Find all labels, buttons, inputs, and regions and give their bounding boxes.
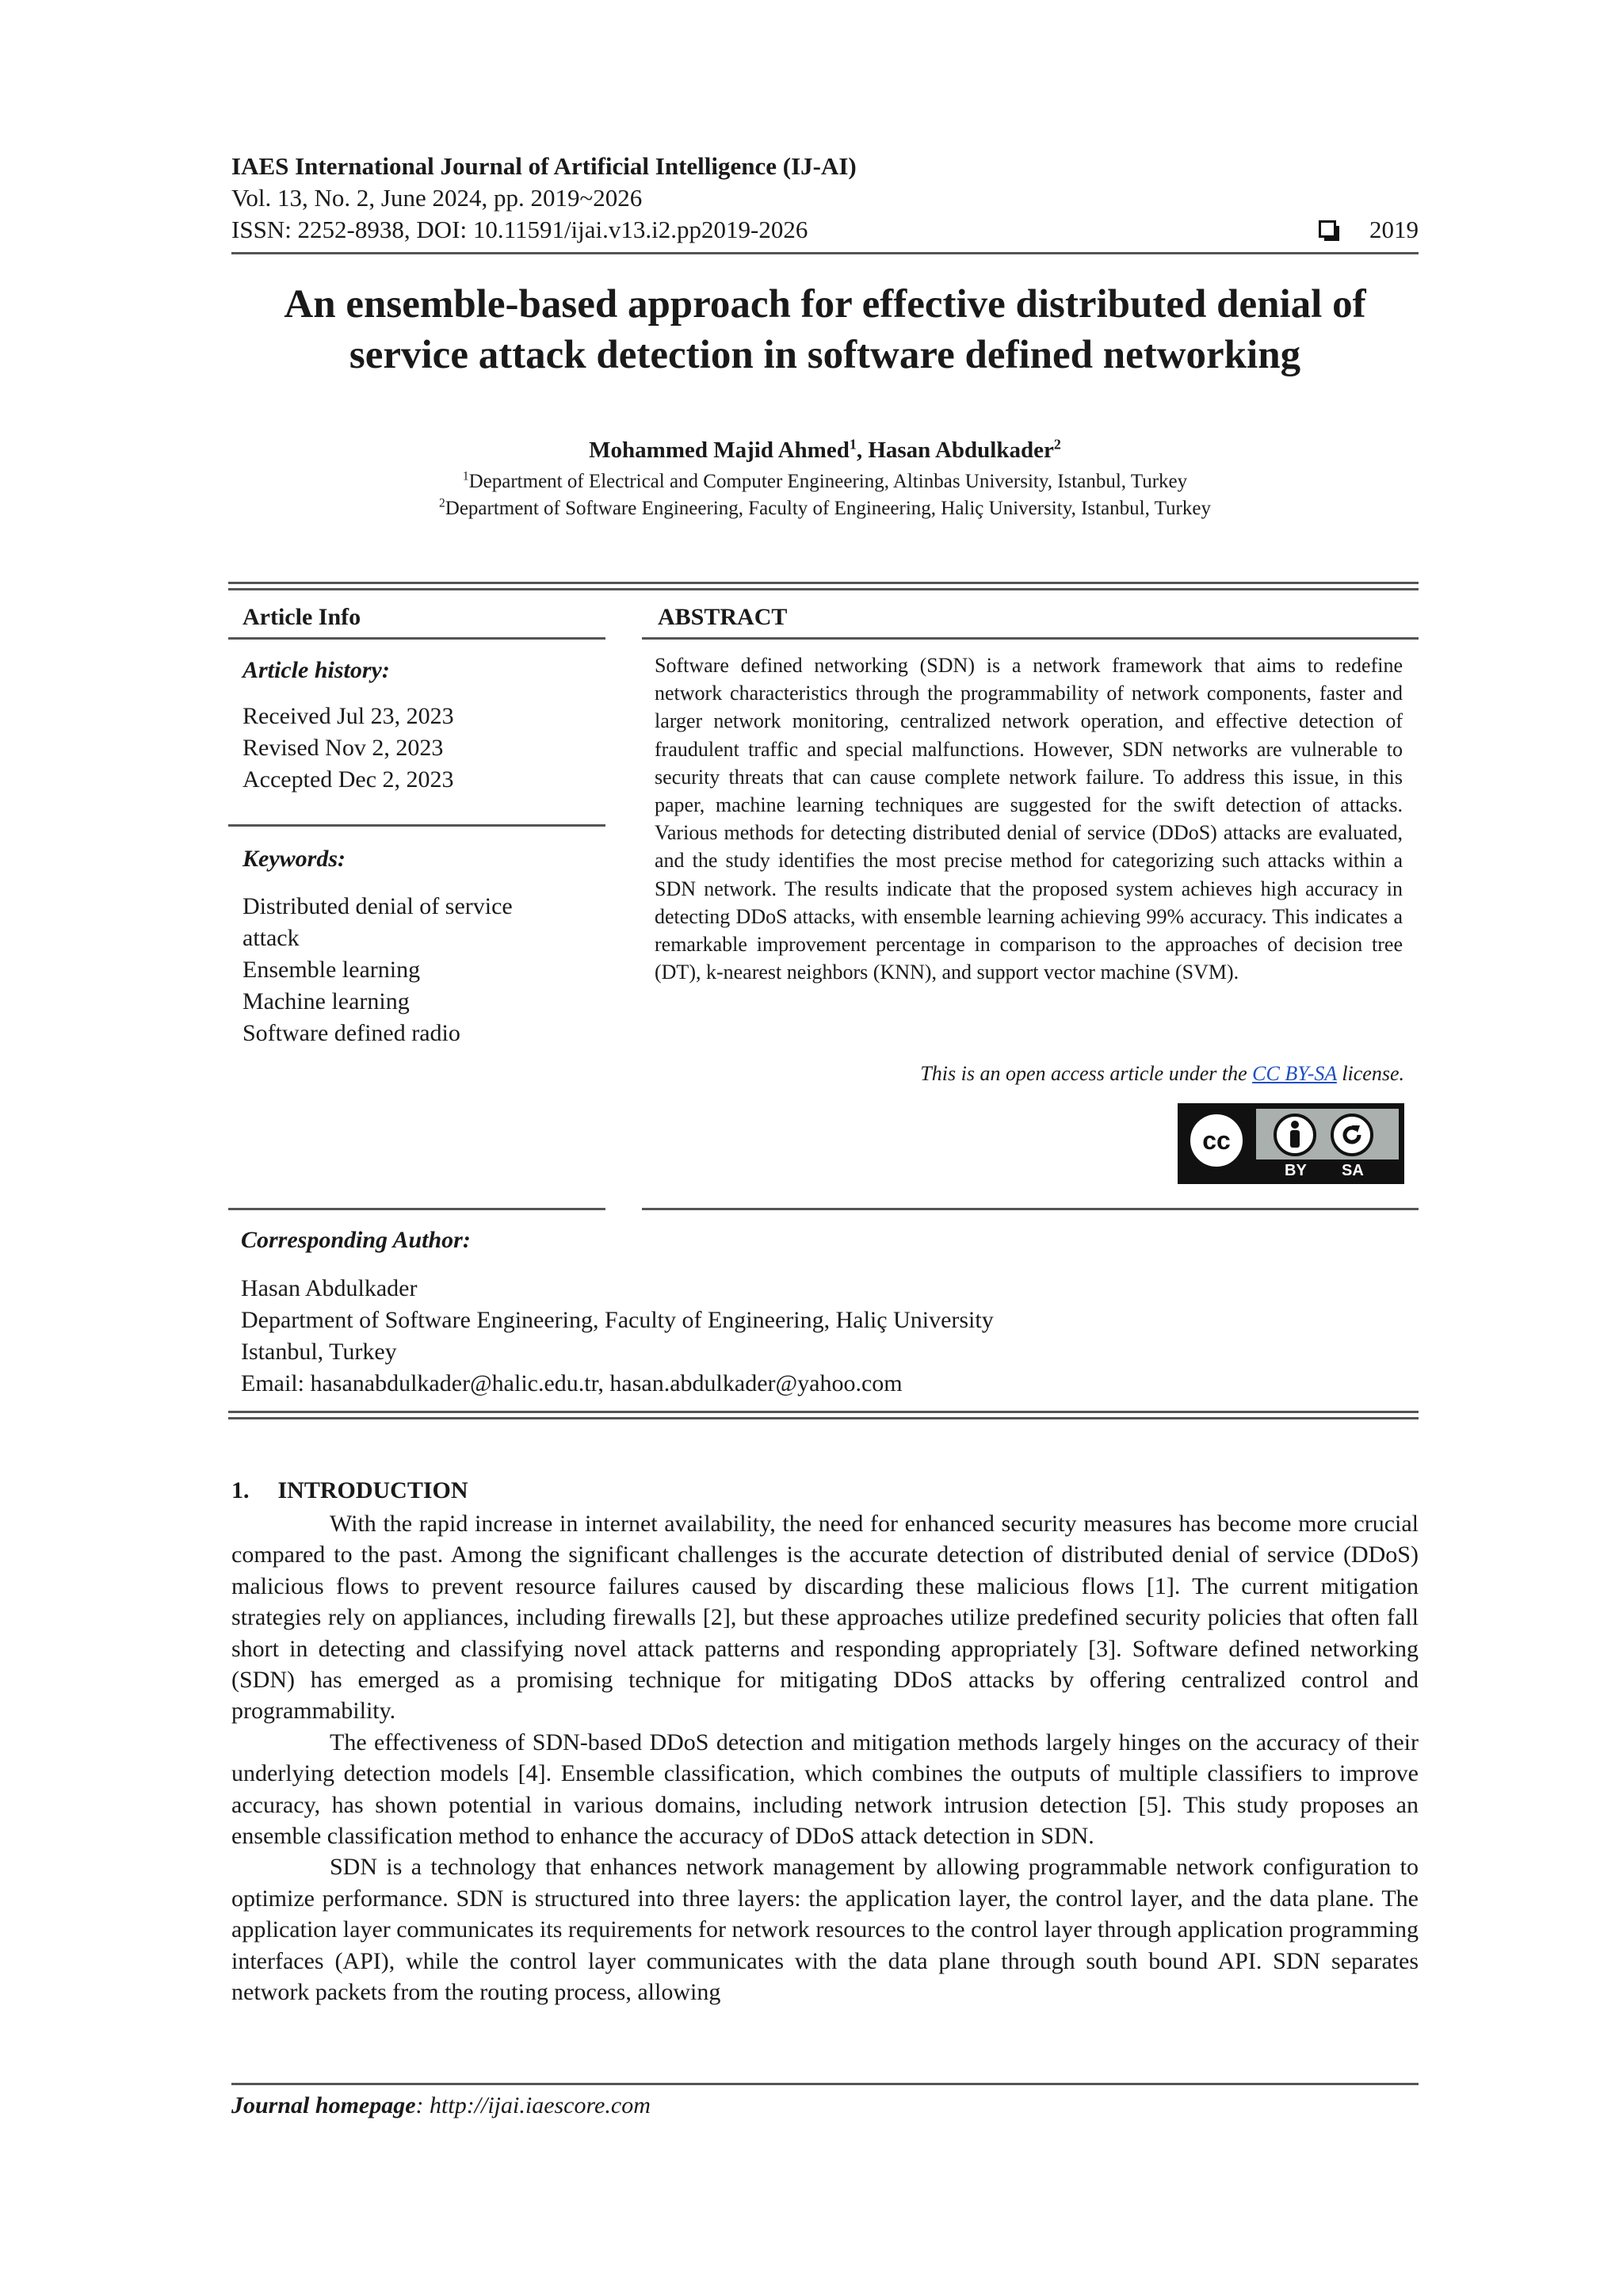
- corresponding-dept: Department of Software Engineering, Faculty of Engineering, Haliç University: [241, 1307, 994, 1333]
- paper-title: [231, 279, 1419, 380]
- keywords-heading: Keywords:: [242, 846, 346, 872]
- affil-2-text: Department of Software Engineering, Faculty of Engineering, Haliç University, Istanbul, Turkey: [445, 498, 1211, 519]
- revised-date: Revised Nov 2, 2023: [242, 735, 444, 761]
- abstract-bottom-rule: [642, 1208, 1419, 1210]
- cc-by-sa-link[interactable]: CC BY-SA: [1252, 1062, 1337, 1085]
- abstract-rule: [642, 637, 1419, 640]
- page-number: 2019: [1369, 216, 1419, 243]
- left-column-bottom-rule: [228, 1208, 605, 1210]
- history-heading: Article history:: [242, 657, 390, 683]
- cc-license-badge[interactable]: [1178, 1103, 1404, 1184]
- cc-by-label: BY: [1285, 1162, 1307, 1179]
- journal-volume: Vol. 13, No. 2, June 2024, pp. 2019~2026: [231, 184, 643, 212]
- author-list: [231, 437, 1419, 464]
- journal-homepage: [231, 2092, 651, 2119]
- share-alike-icon: [1331, 1114, 1373, 1156]
- affil-2-sup: 2: [439, 496, 445, 510]
- corresponding-email: Email: hasanabdulkader@halic.edu.tr, hasan.abdulkader@yahoo.com: [241, 1370, 903, 1396]
- author-sep: ,: [856, 437, 869, 463]
- keyword-item: Software defined radio: [242, 1020, 460, 1046]
- abstract-text: Software defined networking (SDN) is a network framework that aims to redefine network characteristics through the programmability of network components, faster and larger network monitoring, centralized network operation, and effective detection of fraudulent traffic and special malfunctions. However, SDN networks are vulnerable to security threats that can cause complete network failure. To address this issue, in this paper, machine learning techniques are suggested for the swift detection of attacks. Various methods for detecting distributed denial of service (DDoS) attacks are evaluated, and the study identifies the most precise method for categorizing such attacks within a SDN network. The results indicate that the proposed system achieves high accuracy in detecting DDoS attacks, with ensemble learning achieving 99% accuracy. This indicates a remarkable improvement percentage in comparison to the approaches of decision tree (DT), k-nearest neighbors (KNN), and support vector machine (SVM).: [655, 654, 1403, 984]
- author-1: Mohammed Majid Ahmed: [589, 437, 850, 463]
- info-rule-top: [228, 582, 1419, 584]
- keyword-item: Ensemble learning: [242, 957, 421, 983]
- accepted-date: Accepted Dec 2, 2023: [242, 766, 454, 793]
- article-info-rule: [228, 637, 605, 640]
- intro-title: INTRODUCTION: [277, 1477, 468, 1503]
- author-2-sup: 2: [1053, 436, 1061, 453]
- homepage-url[interactable]: : http://ijai.iaescore.com: [415, 2092, 651, 2118]
- keyword-list: [242, 891, 513, 1049]
- intro-heading: [231, 1477, 468, 1504]
- keyword-item: Machine learning: [242, 988, 410, 1014]
- open-access-note: [920, 1062, 1404, 1086]
- journal-issn: ISSN: 2252-8938, DOI: 10.11591/ijai.v13.i2.pp2019-2026: [231, 216, 808, 243]
- corresponding-city: Istanbul, Turkey: [241, 1339, 397, 1365]
- attribution-icon: [1274, 1114, 1316, 1156]
- intro-number: 1.: [231, 1477, 250, 1503]
- intro-body: [231, 1508, 1419, 2008]
- received-date: Received Jul 23, 2023: [242, 703, 454, 729]
- header-rule: [231, 252, 1419, 254]
- title-line-1: An ensemble-based approach for effective distributed denial of: [284, 282, 1366, 327]
- info-rule-bottom: [228, 1411, 1419, 1413]
- author-1-sup: 1: [849, 436, 857, 453]
- corresponding-details: [241, 1273, 994, 1400]
- abstract-heading: ABSTRACT: [658, 604, 788, 630]
- affiliation-1: [231, 471, 1419, 493]
- corresponding-name: Hasan Abdulkader: [241, 1275, 418, 1301]
- intro-paragraph-2: The effectiveness of SDN-based DDoS detection and mitigation methods largely hinges on the accuracy of their underlying detection models [4]. Ensemble classification, which combines the outputs of multiple classifiers to improve accuracy, has shown potential in various domains, including network intrusion detection [5]. This study proposes an ensemble classification method to enhance the accuracy of DDoS attack detection in SDN.: [231, 1729, 1419, 1850]
- oa-text-after: license.: [1336, 1062, 1404, 1085]
- keywords-rule: [228, 824, 605, 827]
- affiliation-2: [231, 498, 1419, 520]
- homepage-label: Journal homepage: [231, 2092, 416, 2118]
- info-rule-top-2: [228, 588, 1419, 590]
- article-info-heading: Article Info: [242, 604, 361, 630]
- corresponding-heading: Corresponding Author:: [241, 1227, 471, 1253]
- intro-paragraph-3: SDN is a technology that enhances network management by allowing programmable network configuration to optimize performance. SDN is structured into three layers: the application layer, the control layer, and the data plane. The application layer communicates its requirements for network resources to the control layer through application programming interfaces (API), while the control layer communicates with the data plane through south bound API. SDN separates network packets from the routing process, allowing: [231, 1854, 1419, 2006]
- author-2: Hasan Abdulkader: [868, 437, 1054, 463]
- title-line-2: service attack detection in software defined networking: [349, 333, 1301, 377]
- intro-paragraph-1: With the rapid increase in internet availability, the need for enhanced security measures has become more crucial compared to the past. Among the significant challenges is the accurate detection of distributed denial of service (DDoS) malicious flows to prevent resource failures caused by discarding these malicious flows [1]. The current mitigation strategies rely on appliances, including firewalls [2], but these approaches utilize predefined security policies that often fall short in detecting and classifying novel attack patterns and responding appropriately [3]. Software defined networking (SDN) has emerged as a promising technique for mitigating DDoS attacks by offering centralized control and programmability.: [231, 1511, 1419, 1725]
- keyword-item: attack: [242, 925, 300, 951]
- keyword-item: Distributed denial of service: [242, 893, 513, 919]
- cc-icon: cc: [1186, 1110, 1247, 1171]
- info-rule-bottom-2: [228, 1417, 1419, 1419]
- cc-sa-label: SA: [1342, 1162, 1364, 1179]
- oa-text-before: This is an open access article under the: [920, 1062, 1253, 1085]
- affil-1-text: Department of Electrical and Computer Engineering, Altinbas University, Istanbul, Turkey: [468, 471, 1188, 492]
- journal-name: IAES International Journal of Artificial Intelligence (IJ-AI): [231, 152, 857, 180]
- page-box-icon: [1319, 220, 1336, 238]
- affil-1-sup: 1: [462, 469, 469, 483]
- footer-rule: [231, 2083, 1419, 2085]
